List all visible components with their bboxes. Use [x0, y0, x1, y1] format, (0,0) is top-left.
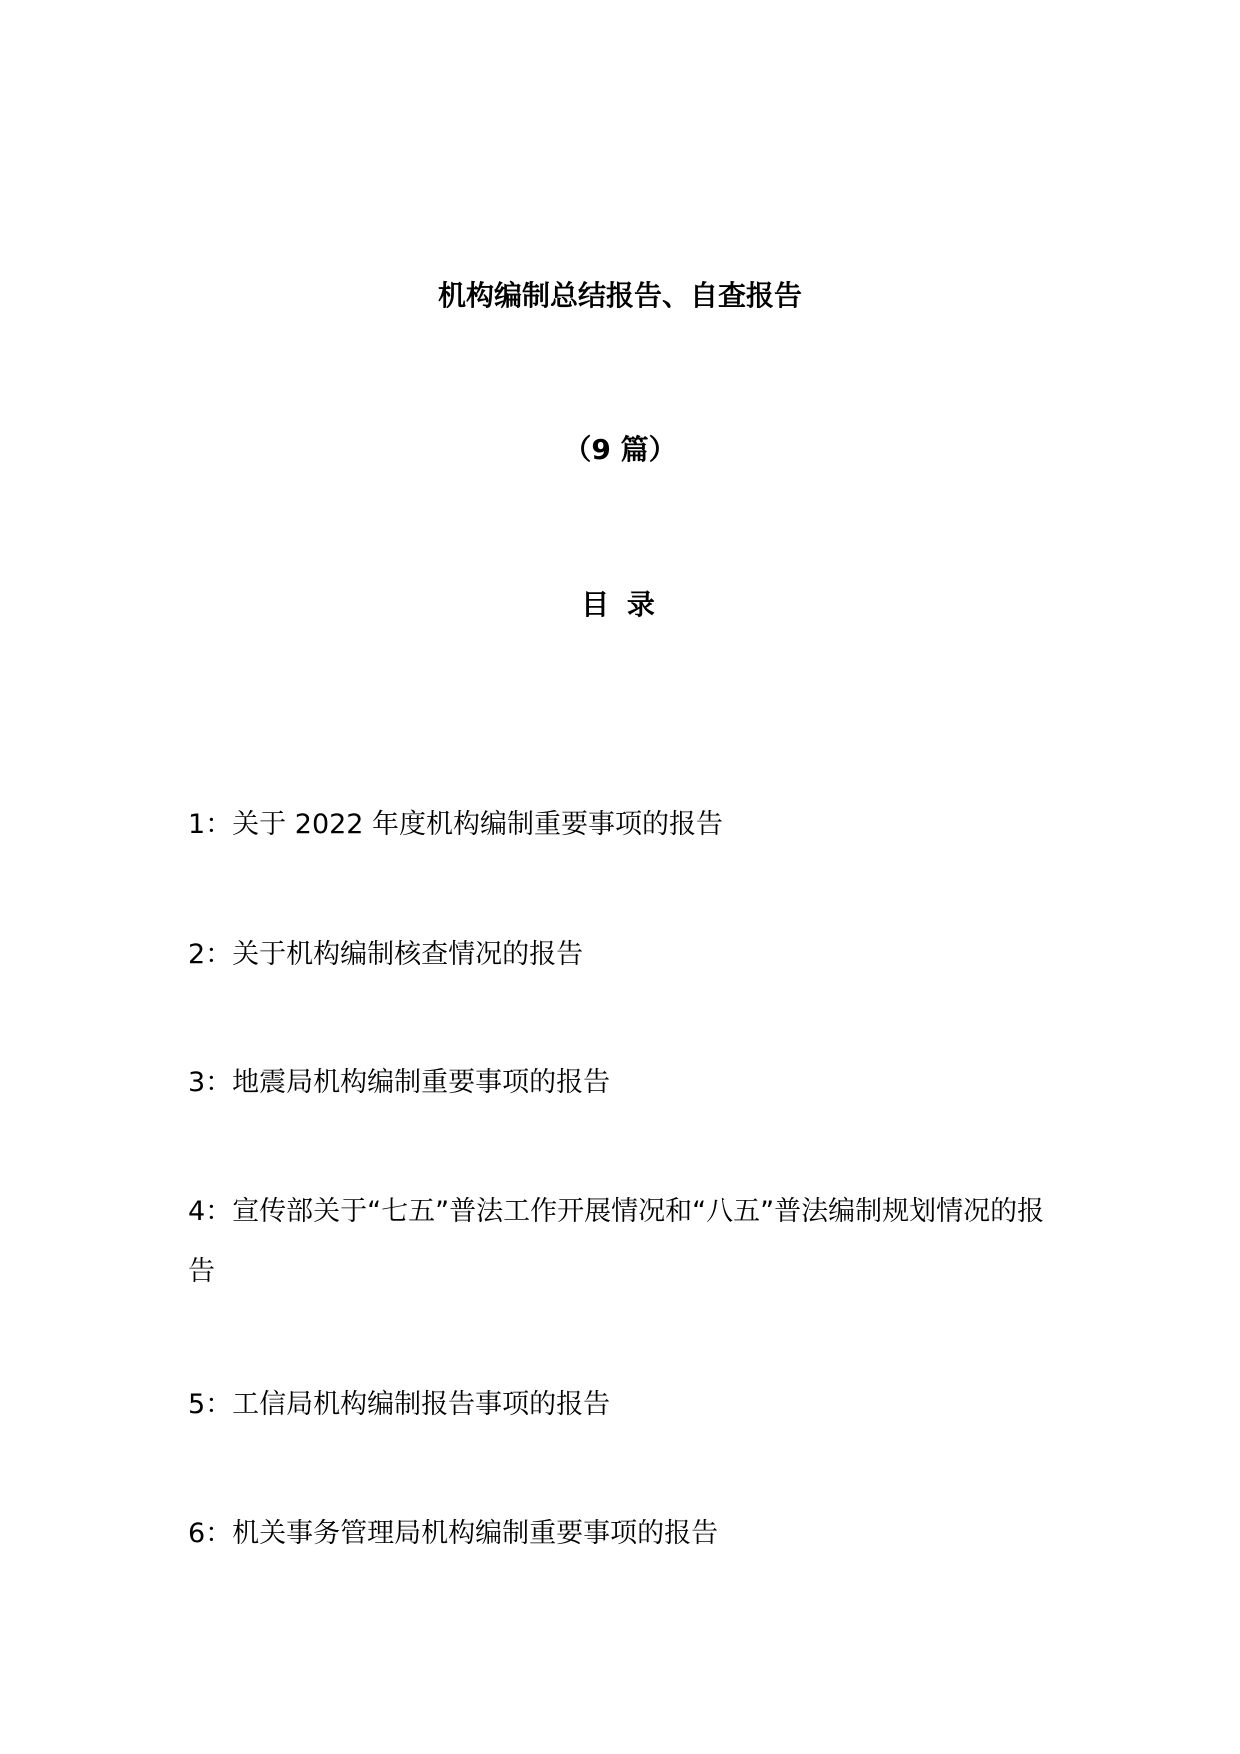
toc-item-1: 1：关于 2022 年度机构编制重要事项的报告 — [188, 809, 724, 840]
document-title: 机构编制总结报告、自查报告 — [437, 279, 802, 312]
toc-item-4: 4：宣传部关于“七五”普法工作开展情况和“八五”普法编制规划情况的报告 — [188, 1196, 1045, 1287]
document-count: （9 篇） — [563, 433, 677, 466]
toc-item-6: 6：机关事务管理局机构编制重要事项的报告 — [188, 1518, 719, 1549]
toc-item-2: 2：关于机构编制核查情况的报告 — [188, 939, 584, 970]
toc-item-3: 3：地震局机构编制重要事项的报告 — [188, 1067, 611, 1098]
toc-heading: 目 录 — [581, 588, 659, 621]
toc-item-5: 5：工信局机构编制报告事项的报告 — [188, 1389, 611, 1420]
